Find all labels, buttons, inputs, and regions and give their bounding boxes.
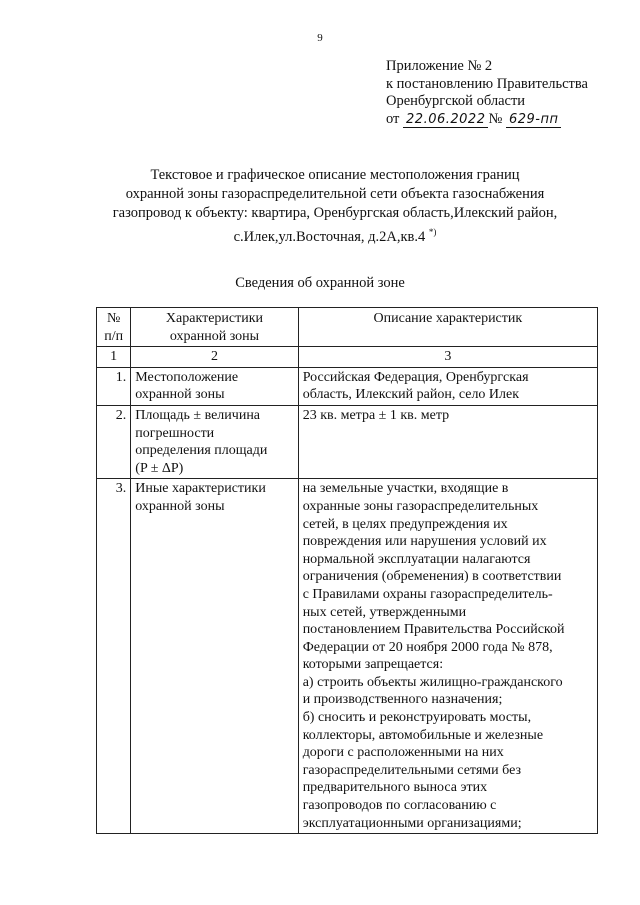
text-line: коллекторы, автомобильные и железные bbox=[302, 727, 544, 743]
text-line: охранной зоны bbox=[135, 387, 225, 403]
section-subtitle: Сведения об охранной зоне bbox=[235, 275, 405, 291]
appendix-line-1: Приложение № 2 bbox=[386, 58, 493, 74]
title-line-1: Текстовое и графическое описание местоположения границ bbox=[150, 167, 520, 183]
text-line: охранной зоны bbox=[135, 498, 225, 514]
header-description: Описание характеристик bbox=[298, 308, 597, 347]
text-line: Федерации от 20 ноября 2000 года № 878, bbox=[302, 639, 553, 655]
row-description bbox=[298, 479, 597, 834]
text-line: погрешности bbox=[135, 425, 215, 441]
col-number-1: 1 bbox=[97, 347, 131, 368]
text-line: нормальной эксплуатации налагаются bbox=[302, 551, 531, 567]
text-line: а) строить объекты жилищно-гражданского bbox=[302, 674, 563, 690]
text-line: которыми запрещается: bbox=[302, 657, 444, 673]
table-row bbox=[97, 479, 598, 834]
text-line: Российская Федерация, Оренбургская bbox=[302, 369, 529, 385]
row-characteristic bbox=[131, 405, 298, 478]
text-line: б) сносить и реконструировать мосты, bbox=[302, 710, 532, 726]
row-number: 2. bbox=[97, 405, 131, 478]
appendix-date: 22.06.2022 bbox=[403, 113, 488, 128]
header-number-line-2: п/п bbox=[104, 328, 124, 344]
text-line: охранные зоны газораспределительных bbox=[302, 498, 539, 514]
row-number: 1. bbox=[97, 367, 131, 405]
text-line: газопроводов по согласованию с bbox=[302, 798, 497, 814]
appendix-line-3: Оренбургской области bbox=[386, 93, 526, 109]
text-line: 23 кв. метра ± 1 кв. метр bbox=[302, 407, 450, 423]
text-line: газораспределительными сетями без bbox=[302, 762, 521, 778]
text-line: и производственного назначения; bbox=[302, 692, 503, 708]
text-line: сетей, в целях предупреждения их bbox=[302, 516, 508, 532]
appendix-number: 629-пп bbox=[506, 113, 562, 128]
appendix-from: от bbox=[386, 110, 400, 127]
text-line: предварительного выноса этих bbox=[302, 780, 488, 796]
header-characteristics bbox=[131, 308, 298, 347]
appendix-block bbox=[386, 58, 588, 128]
table-column-numbers-row bbox=[97, 347, 598, 368]
text-line: Местоположение bbox=[135, 369, 239, 385]
text-line: ограничения (обременения) в соответствии bbox=[302, 569, 562, 585]
table-row bbox=[97, 405, 598, 478]
text-line: эксплуатационными организациями; bbox=[302, 815, 522, 831]
text-line: ных сетей, утвержденными bbox=[302, 604, 467, 620]
title-address: с.Илек,ул.Восточная, д.2А,кв.4 bbox=[233, 228, 426, 245]
text-line: постановлением Правительства Российской bbox=[302, 622, 565, 638]
table-header-row bbox=[97, 308, 598, 347]
text-line: область, Илекский район, село Илек bbox=[302, 387, 520, 403]
document-title bbox=[60, 166, 610, 247]
header-characteristics-line-2: охранной зоны bbox=[169, 328, 260, 344]
row-description bbox=[298, 405, 597, 478]
title-line-4 bbox=[60, 223, 610, 247]
header-characteristics-line-1: Характеристики bbox=[165, 311, 264, 326]
col-number-2: 2 bbox=[131, 347, 298, 368]
text-line: на земельные участки, входящие в bbox=[302, 481, 509, 497]
text-line: с Правилами охраны газораспределитель- bbox=[302, 586, 553, 602]
title-footnote-mark: *) bbox=[428, 227, 437, 237]
row-characteristic bbox=[131, 479, 298, 834]
text-line: повреждения или нарушения условий их bbox=[302, 534, 547, 550]
appendix-line-2: к постановлению Правительства bbox=[386, 75, 588, 92]
row-description bbox=[298, 367, 597, 405]
title-line-3: газопровод к объекту: квартира, Оренбургская область,Илекский район, bbox=[112, 205, 558, 221]
header-number bbox=[97, 308, 131, 347]
table-row bbox=[97, 367, 598, 405]
row-characteristic bbox=[131, 367, 298, 405]
title-line-2: охранной зоны газораспределительной сети объекта газоснабжения bbox=[125, 186, 545, 202]
text-line: (P ± ΔP) bbox=[135, 460, 184, 476]
appendix-line-4 bbox=[386, 111, 588, 129]
appendix-number-sign: № bbox=[488, 110, 503, 127]
text-line: Иные характеристики bbox=[135, 481, 266, 497]
page-number: 9 bbox=[317, 32, 323, 44]
text-line: определения площади bbox=[135, 443, 268, 459]
text-line: Площадь ± величина bbox=[135, 407, 261, 423]
header-number-line-1: № bbox=[106, 311, 121, 326]
text-line: дороги с расположенными на них bbox=[302, 745, 504, 761]
col-number-3: 3 bbox=[298, 347, 597, 368]
row-number: 3. bbox=[97, 479, 131, 834]
zone-info-table bbox=[96, 307, 598, 834]
